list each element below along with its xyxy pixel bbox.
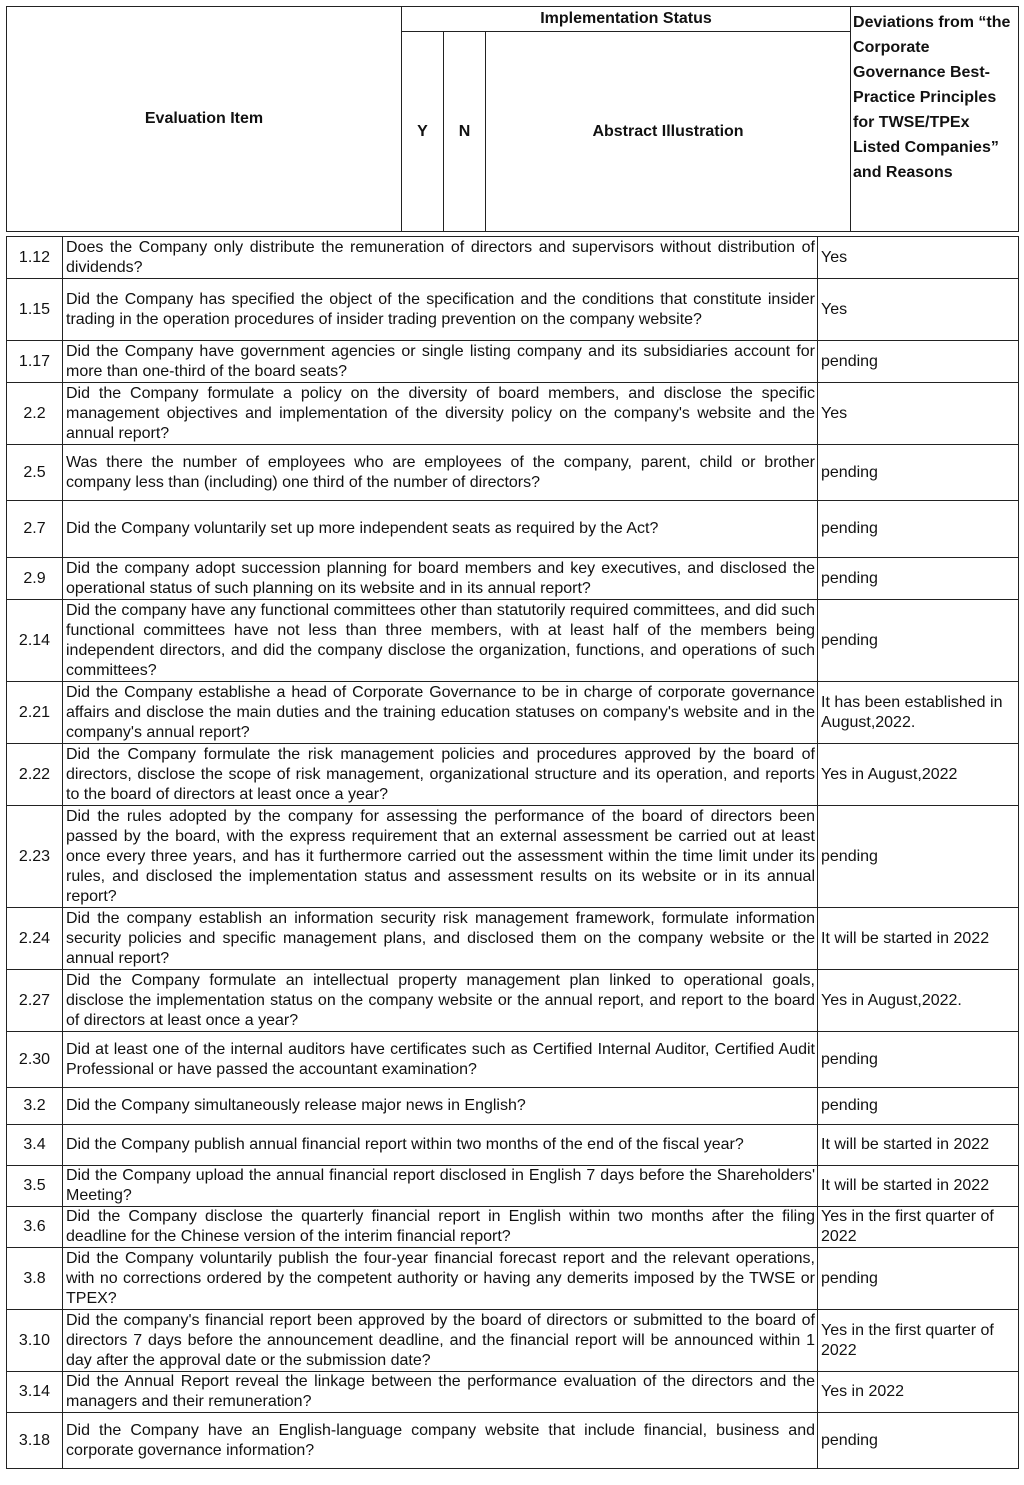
item-deviation-answer: Yes in 2022	[818, 1372, 1019, 1413]
item-number: 3.18	[7, 1413, 63, 1469]
y-column-header: Y	[402, 32, 444, 232]
table-row	[7, 970, 1019, 1032]
item-question: Did the Company publish annual financial report within two months of the end of the fiscal year?	[63, 1125, 818, 1166]
item-question: Did the Company formulate the risk management policies and procedures approved by the board of directors, disclose the scope of risk management, organizational structure and its operation, and reports to the board of directors at least once a year?	[63, 744, 818, 806]
item-deviation-answer: pending	[818, 558, 1019, 600]
evaluation-item-header: Evaluation Item	[7, 7, 402, 232]
item-number: 1.12	[7, 237, 63, 279]
item-number: 3.5	[7, 1166, 63, 1207]
table-row	[7, 237, 1019, 279]
item-number: 2.30	[7, 1032, 63, 1088]
table-row	[7, 1372, 1019, 1413]
item-number: 2.2	[7, 383, 63, 445]
item-deviation-answer: pending	[818, 341, 1019, 383]
item-number: 2.7	[7, 501, 63, 558]
item-deviation-answer: pending	[818, 1248, 1019, 1310]
table-row	[7, 445, 1019, 501]
table-row	[7, 806, 1019, 908]
header-table	[6, 6, 1019, 232]
governance-evaluation-page	[6, 6, 1018, 1469]
item-deviation-answer: Yes in August,2022.	[818, 970, 1019, 1032]
item-question: Did the Company establishe a head of Corporate Governance to be in charge of corporate governance affairs and disclose the main duties and the training education statuses on company's website and in the company's annual report?	[63, 682, 818, 744]
item-question: Did the rules adopted by the company for assessing the performance of the board of directors been passed by the board, with the express requirement that an external assessment be carried out at least once every three years, and has it furthermore carried out the assessment within the time limit under its rules, and disclosed the implementation status and assessment results on its website or in its annual report?	[63, 806, 818, 908]
table-row	[7, 1248, 1019, 1310]
item-deviation-answer: pending	[818, 501, 1019, 558]
item-number: 2.23	[7, 806, 63, 908]
item-deviation-answer: pending	[818, 806, 1019, 908]
item-number: 2.27	[7, 970, 63, 1032]
item-deviation-answer: pending	[818, 445, 1019, 501]
item-deviation-answer: It will be started in 2022	[818, 1125, 1019, 1166]
item-deviation-answer: pending	[818, 1032, 1019, 1088]
item-number: 1.17	[7, 341, 63, 383]
item-number: 1.15	[7, 279, 63, 341]
item-question: Did the company establish an information security risk management framework, formulate information security policies and specific management plans, and disclosed them on the company website or the annual report?	[63, 908, 818, 970]
item-deviation-answer: pending	[818, 1413, 1019, 1469]
item-deviation-answer: Yes	[818, 237, 1019, 279]
item-question: Did the Company disclose the quarterly financial report in English within two months after the filing deadline for the Chinese version of the interim financial report?	[63, 1207, 818, 1248]
table-row	[7, 744, 1019, 806]
item-deviation-answer: Yes in the first quarter of 2022	[818, 1310, 1019, 1372]
item-question: Was there the number of employees who are employees of the company, parent, child or brother company less than (including) one third of the number of directors?	[63, 445, 818, 501]
table-row	[7, 1088, 1019, 1125]
table-row	[7, 341, 1019, 383]
table-row	[7, 1125, 1019, 1166]
table-row	[7, 558, 1019, 600]
item-question: Did the Company voluntarily publish the four-year financial forecast report and the relevant operations, with no corrections ordered by the competent authority or having any demerits imposed by the TWSE or TPEX?	[63, 1248, 818, 1310]
item-deviation-answer: Yes in August,2022	[818, 744, 1019, 806]
deviations-header: Deviations from “the Corporate Governance Best-Practice Principles for TWSE/TPEx Listed Companies” and Reasons	[851, 7, 1019, 232]
item-question: Did the company have any functional committees other than statutorily required committees, and did such functional committees have not less than three members, with at least half of the members being independent directors, and did the company disclose the organization, functions, and operations of such committees?	[63, 600, 818, 682]
item-number: 3.2	[7, 1088, 63, 1125]
item-deviation-answer: pending	[818, 1088, 1019, 1125]
evaluation-items-table	[6, 236, 1019, 1469]
item-deviation-answer: Yes	[818, 383, 1019, 445]
item-deviation-answer: It has been established in August,2022.	[818, 682, 1019, 744]
item-question: Did the company's financial report been approved by the board of directors or submitted to the board of directors 7 days before the announcement deadline, and the financial report will be announced within 1 day after the approval date or the submission date?	[63, 1310, 818, 1372]
table-row	[7, 1207, 1019, 1248]
item-number: 2.22	[7, 744, 63, 806]
table-row	[7, 1166, 1019, 1207]
item-number: 3.6	[7, 1207, 63, 1248]
table-row	[7, 1310, 1019, 1372]
item-question: Did the Company formulate a policy on the diversity of board members, and disclose the specific management objectives and implementation of the diversity policy on the company's website and the annual report?	[63, 383, 818, 445]
evaluation-rows	[7, 237, 1019, 1469]
item-number: 2.24	[7, 908, 63, 970]
table-row	[7, 1032, 1019, 1088]
table-row	[7, 279, 1019, 341]
n-column-header: N	[444, 32, 486, 232]
item-deviation-answer: pending	[818, 600, 1019, 682]
item-question: Did the Company has specified the object of the specification and the conditions that constitute insider trading in the operation procedures of insider trading prevention on the company website?	[63, 279, 818, 341]
item-number: 2.9	[7, 558, 63, 600]
table-row	[7, 682, 1019, 744]
item-deviation-answer: It will be started in 2022	[818, 908, 1019, 970]
abstract-illustration-header: Abstract Illustration	[486, 32, 851, 232]
item-question: Did the company adopt succession planning for board members and key executives, and disclosed the operational status of such planning on its website and in its annual report?	[63, 558, 818, 600]
item-question: Did the Company formulate an intellectual property management plan linked to operational goals, disclose the implementation status on the company website or the annual report, and report to the board of directors at least once a year?	[63, 970, 818, 1032]
item-question: Does the Company only distribute the remuneration of directors and supervisors without distribution of dividends?	[63, 237, 818, 279]
table-row	[7, 501, 1019, 558]
item-number: 3.10	[7, 1310, 63, 1372]
item-question: Did at least one of the internal auditors have certificates such as Certified Internal Auditor, Certified Audit Professional or have passed the accountant examination?	[63, 1032, 818, 1088]
item-number: 3.8	[7, 1248, 63, 1310]
table-row	[7, 600, 1019, 682]
table-row	[7, 908, 1019, 970]
table-row	[7, 383, 1019, 445]
item-question: Did the Annual Report reveal the linkage between the performance evaluation of the directors and the managers and their remuneration?	[63, 1372, 818, 1413]
item-number: 2.14	[7, 600, 63, 682]
item-question: Did the Company upload the annual financial report disclosed in English 7 days before the Shareholders' Meeting?	[63, 1166, 818, 1207]
item-number: 2.21	[7, 682, 63, 744]
item-deviation-answer: It will be started in 2022	[818, 1166, 1019, 1207]
item-deviation-answer: Yes	[818, 279, 1019, 341]
item-deviation-answer: Yes in the first quarter of 2022	[818, 1207, 1019, 1248]
item-question: Did the Company have government agencies or single listing company and its subsidiaries account for more than one-third of the board seats?	[63, 341, 818, 383]
item-question: Did the Company simultaneously release major news in English?	[63, 1088, 818, 1125]
implementation-status-header: Implementation Status	[402, 7, 851, 32]
table-row	[7, 1413, 1019, 1469]
item-question: Did the Company have an English-language company website that include financial, business and corporate governance information?	[63, 1413, 818, 1469]
item-question: Did the Company voluntarily set up more independent seats as required by the Act?	[63, 501, 818, 558]
item-number: 2.5	[7, 445, 63, 501]
item-number: 3.4	[7, 1125, 63, 1166]
item-number: 3.14	[7, 1372, 63, 1413]
